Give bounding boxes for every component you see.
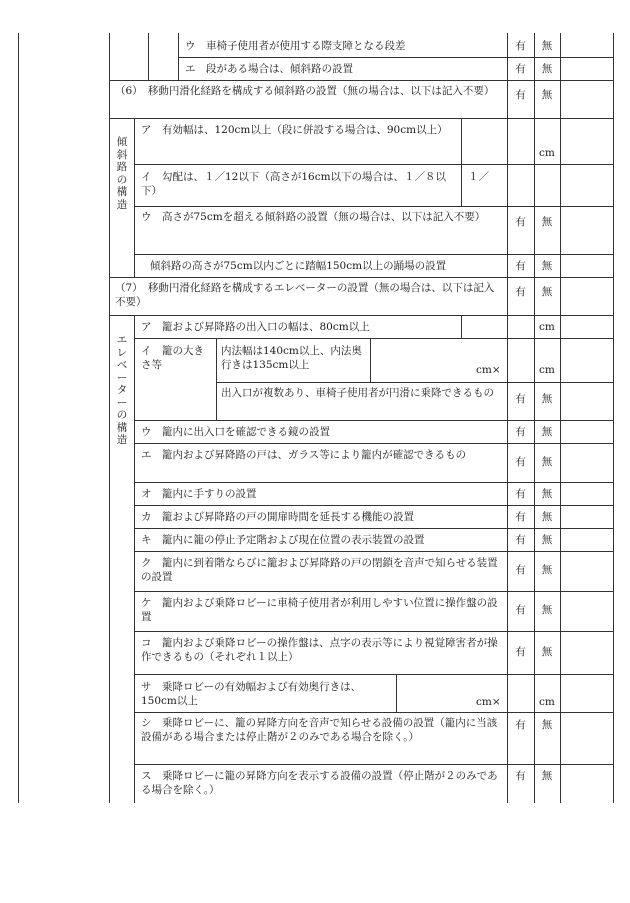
hline <box>134 482 613 483</box>
no-label: 無 <box>541 456 553 468</box>
slope-landing-text: 傾斜路の高さが75cm以内ごとに踏幅150cm以上の踊場の設置 <box>150 260 447 272</box>
hline <box>109 118 613 119</box>
no-label: 無 <box>541 719 553 731</box>
no-label: 無 <box>541 393 553 405</box>
no-label: 無 <box>541 286 553 298</box>
yes-label: 有 <box>515 534 526 546</box>
slope-i-text: イ 勾配は、１／12以下（高さが16cm以下の場合は、１／８以下） <box>141 171 447 197</box>
hline <box>216 382 613 383</box>
slope-a-unit: cm <box>539 147 555 159</box>
row-u-top-text: ウ 車椅子使用者が使用する際支障となる段差 <box>185 40 406 52</box>
no-label: 無 <box>541 534 553 546</box>
no-label: 無 <box>541 216 553 228</box>
hline <box>134 764 613 765</box>
hline <box>134 591 613 592</box>
hline <box>109 80 613 81</box>
slope-i-value-left <box>461 164 462 206</box>
no-label: 無 <box>541 89 553 101</box>
yes-label: 有 <box>515 426 526 438</box>
yes-label: 有 <box>515 89 526 101</box>
elev-su-text: ス 乗降ロビーに籠の昇降方向を表示する設備の設置（停止階が２のみである場合を除く。） <box>141 770 498 796</box>
left-outer-border <box>18 33 19 803</box>
hline <box>109 315 613 316</box>
elev-a-unit: cm <box>539 321 555 333</box>
hline <box>134 674 613 675</box>
hline <box>134 338 613 339</box>
yes-label: 有 <box>515 393 526 405</box>
yes-label: 有 <box>515 216 526 228</box>
elev-lobby-depth-unit: cm <box>539 696 555 708</box>
no-label: 無 <box>541 63 553 75</box>
elev-size-label: イ 籠の大きさ等 <box>141 345 204 371</box>
no-label: 無 <box>541 604 553 616</box>
yes-label: 有 <box>515 511 526 523</box>
elev-size-depth-unit: cm <box>539 364 555 376</box>
elev-size-val1-left <box>370 338 371 382</box>
no-label: 無 <box>541 260 553 272</box>
hline <box>134 712 613 713</box>
no-label: 無 <box>541 488 553 500</box>
hline <box>134 551 613 552</box>
elev-ka-text: カ 籠および昇降路の戸の開扉時間を延長する機能の設置 <box>141 511 414 523</box>
elev-size-width-unit: cm× <box>476 364 501 376</box>
row-e-top-text: エ 段がある場合は、傾斜路の設置 <box>185 63 353 75</box>
slope-a-text: ア 有効幅は、120cm以上（段に併設する場合は、90cm以上） <box>141 124 448 136</box>
elev-a-text: ア 籠および昇降路の出入口の幅は、80cm以上 <box>141 321 370 333</box>
hline <box>134 528 613 529</box>
elev-lobby-val-left <box>396 674 397 712</box>
hline <box>134 206 613 207</box>
yes-label: 有 <box>515 260 526 272</box>
yes-column-left <box>507 33 508 803</box>
elev-sa-text: サ 乗降ロビーの有効幅および有効奥行きは、150cm以上 <box>141 681 362 707</box>
elev-ki-text: キ 籠内に籠の停止予定階および現在位置の表示装置の設置 <box>141 534 425 546</box>
no-label: 無 <box>541 646 553 658</box>
no-label: 無 <box>541 40 553 52</box>
hline <box>134 420 613 421</box>
elev-u-text: ウ 籠内に出入口を確認できる鏡の設置 <box>141 426 330 438</box>
yes-no-divider <box>534 33 535 803</box>
elev-label-divider <box>134 315 135 803</box>
table-right-border <box>613 33 614 803</box>
slope-section-label: 傾斜路の構造 <box>116 136 128 211</box>
hline <box>134 443 613 444</box>
no-label: 無 <box>541 426 553 438</box>
hline <box>134 254 613 255</box>
elev-o-text: オ 籠内に手すりの設置 <box>141 488 257 500</box>
hline <box>134 505 613 506</box>
no-column-right <box>560 33 561 803</box>
elev-lobby-width-unit: cm× <box>476 696 501 708</box>
yes-label: 有 <box>515 40 526 52</box>
hline <box>134 164 613 165</box>
section-7-heading: （7） 移動円滑化経路を構成するエレベーターの設置（無の場合は、以下は記入不要） <box>115 282 495 308</box>
yes-label: 有 <box>515 719 526 731</box>
hline <box>134 631 613 632</box>
top-indent-a <box>148 33 149 80</box>
yes-label: 有 <box>515 770 526 782</box>
no-label: 無 <box>541 564 553 576</box>
elev-a-value-left <box>461 315 462 338</box>
slope-i-value: １／ <box>468 171 489 183</box>
hline <box>109 277 613 278</box>
section-6-heading: （6） 移動円滑化経路を構成する傾斜路の設置（無の場合は、以下は記入不要） <box>115 85 495 97</box>
yes-label: 有 <box>515 456 526 468</box>
elev-shi-text: シ 乗降ロビーに、籠の昇降方向を音声で知らせる設備の設置（籠内に当該設備がある場合または停止階が２のみである場合を除く。） <box>141 717 498 743</box>
no-label: 無 <box>541 511 553 523</box>
elev-ku-text: ク 籠内に到着階ならびに籠および昇降路の戸の閉鎖を音声で知らせる装置の設置 <box>141 557 498 583</box>
elevator-section-label: エレベーターの構造 <box>116 334 128 446</box>
yes-label: 有 <box>515 63 526 75</box>
yes-label: 有 <box>515 488 526 500</box>
slope-u-text: ウ 高さが75cmを超える傾斜路の設置（無の場合は、以下は記入不要） <box>141 211 486 223</box>
yes-label: 有 <box>515 286 526 298</box>
no-label: 無 <box>541 770 553 782</box>
yes-label: 有 <box>515 646 526 658</box>
yes-label: 有 <box>515 564 526 576</box>
elev-ko-text: コ 籠内および乗降ロビーの操作盤は、点字の表示等により視覚障害者が操作できるもの（それぞれ１以上） <box>141 637 498 663</box>
table-left-border <box>109 33 110 803</box>
elev-ke-text: ケ 籠内および乗降ロビーに車椅子使用者が利用しやすい位置に操作盤の設置 <box>141 597 498 623</box>
yes-label: 有 <box>515 604 526 616</box>
slope-a-value-left <box>461 118 462 164</box>
elev-size-label-right <box>216 338 217 420</box>
hline <box>178 57 613 58</box>
elev-e-text: エ 籠内および昇降路の戸は、ガラス等により籠内が確認できるもの <box>141 449 467 461</box>
elev-multi-door-text: 出入口が複数あり、車椅子使用者が円滑に乗降できるもの <box>221 387 494 399</box>
elev-size-inner-text: 内法幅は140cm以上、内法奥行きは135cm以上 <box>221 345 362 371</box>
